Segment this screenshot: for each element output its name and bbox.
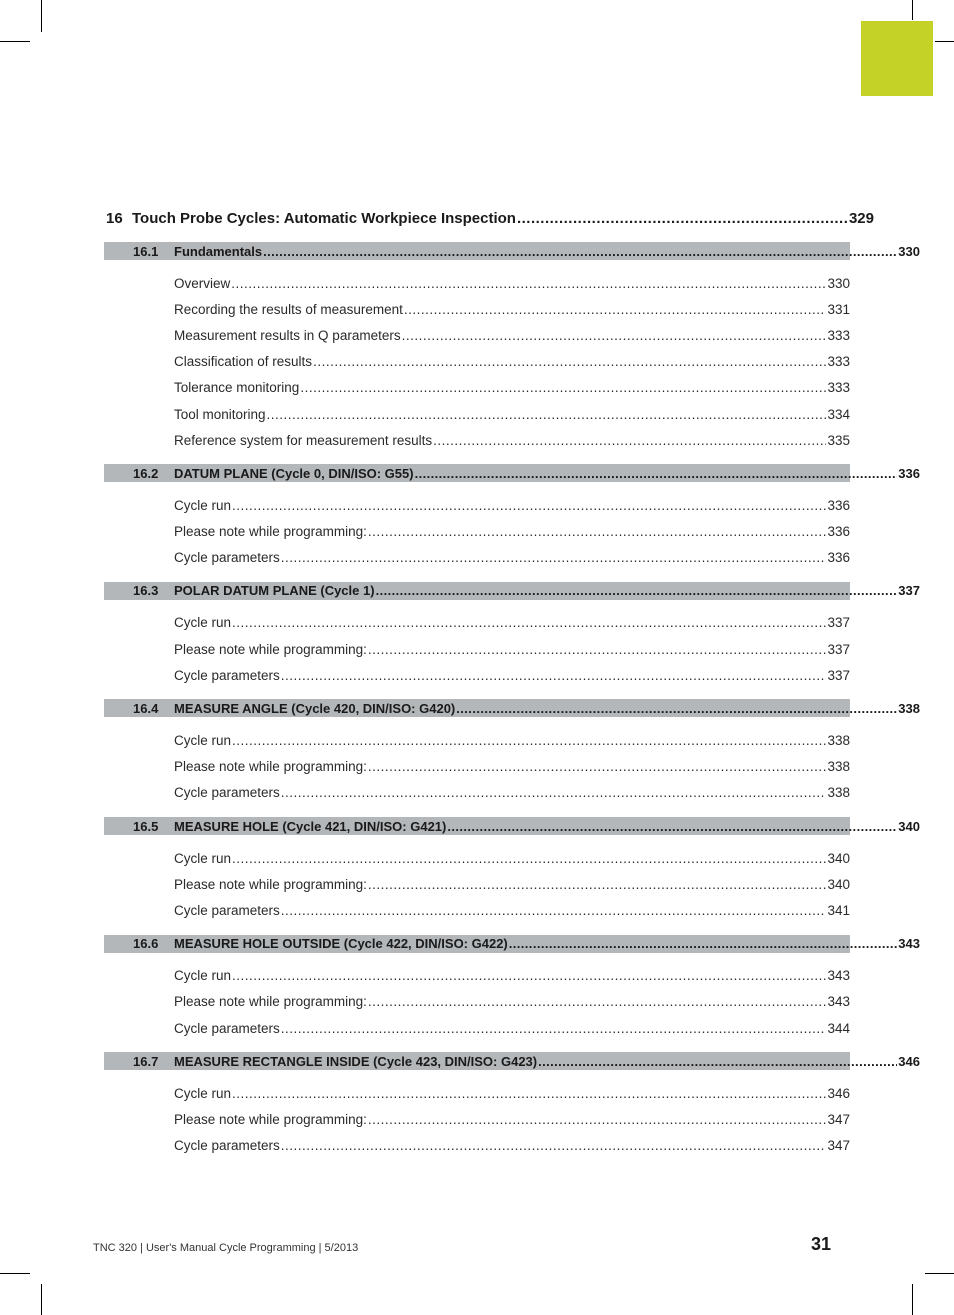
entry-page: 333 (827, 354, 850, 370)
section-page: 346 (898, 1053, 920, 1069)
dot-leader (517, 210, 848, 227)
toc-entry[interactable] (104, 322, 850, 348)
toc-entry[interactable] (104, 727, 850, 753)
entry-title: Measurement results in Q parameters (174, 327, 401, 343)
table-of-contents (104, 206, 920, 1159)
dot-leader (300, 380, 826, 395)
dot-leader (368, 759, 827, 774)
section-number-text: 16.4 (133, 700, 159, 716)
chapter-heading[interactable] (104, 206, 874, 231)
dot-leader (456, 701, 897, 716)
entry-page: 336 (827, 550, 850, 566)
crop-mark (935, 41, 954, 42)
entry-title: Cycle parameters (174, 785, 280, 801)
entry-page: 335 (827, 432, 850, 448)
entry-page: 337 (827, 615, 850, 631)
dot-leader (232, 733, 826, 748)
chapter-number: 16 (106, 210, 123, 227)
entry-title: Cycle parameters (174, 1138, 280, 1154)
section-heading[interactable] (104, 464, 920, 482)
section-heading[interactable] (104, 817, 920, 835)
entry-page: 337 (827, 641, 850, 657)
dot-leader (232, 498, 826, 513)
entry-title: Cycle run (174, 615, 232, 631)
toc-entry[interactable] (104, 1080, 850, 1106)
section-title: MEASURE RECTANGLE INSIDE (Cycle 423, DIN/ISO: G423) (174, 1053, 538, 1069)
entry-page: 338 (827, 785, 850, 801)
section-title: POLAR DATUM PLANE (Cycle 1) (174, 583, 375, 599)
entry-page: 333 (827, 327, 850, 343)
toc-entry[interactable] (104, 492, 850, 518)
entry-page: 338 (827, 733, 850, 749)
toc-entry[interactable] (104, 780, 850, 806)
entry-page: 337 (827, 667, 850, 683)
toc-entry[interactable] (104, 375, 850, 401)
footer-text: TNC 320 | User's Manual Cycle Programming | 5/2013 (93, 1242, 359, 1254)
dot-leader (267, 407, 827, 422)
section-number (104, 1054, 174, 1069)
crop-mark (912, 1284, 913, 1315)
entry-page: 338 (827, 759, 850, 775)
section-heading[interactable] (104, 935, 920, 953)
dot-leader (232, 615, 826, 630)
section-title: Fundamentals (174, 243, 263, 259)
entry-title: Cycle run (174, 497, 232, 513)
toc-entry[interactable] (104, 1106, 850, 1132)
section-title: MEASURE ANGLE (Cycle 420, DIN/ISO: G420) (174, 700, 456, 716)
toc-entry[interactable] (104, 845, 850, 871)
section-number-text: 16.7 (133, 1053, 159, 1069)
section-number (104, 936, 174, 951)
toc-entry[interactable] (104, 897, 850, 923)
dot-leader (368, 1112, 827, 1127)
entry-page: 341 (827, 902, 850, 918)
toc-entry[interactable] (104, 519, 850, 545)
dot-leader (281, 1021, 827, 1036)
entry-title: Tolerance monitoring (174, 380, 300, 396)
section-list (104, 242, 920, 1159)
entry-page: 343 (827, 968, 850, 984)
dot-leader (232, 1086, 826, 1101)
section-page: 337 (898, 583, 920, 599)
entry-page: 331 (827, 301, 850, 317)
section-number-text: 16.1 (133, 243, 159, 259)
crop-mark (41, 1284, 42, 1315)
entry-title: Classification of results (174, 354, 313, 370)
entry-page: 336 (827, 497, 850, 513)
toc-entry[interactable] (104, 349, 850, 375)
entry-title: Reference system for measurement results (174, 432, 433, 448)
dot-leader (368, 524, 827, 539)
crop-mark (0, 1273, 30, 1274)
section-heading[interactable] (104, 242, 920, 260)
dot-leader (281, 785, 827, 800)
entry-page: 334 (827, 406, 850, 422)
entry-page: 333 (827, 380, 850, 396)
crop-mark (41, 0, 42, 32)
entry-page: 346 (827, 1085, 850, 1101)
dot-leader (281, 550, 827, 565)
dot-leader (232, 851, 826, 866)
section-number-text: 16.3 (133, 583, 159, 599)
dot-leader (433, 433, 826, 448)
section-number-text: 16.5 (133, 818, 159, 834)
toc-entry[interactable] (104, 636, 850, 662)
entry-title: Cycle run (174, 1085, 232, 1101)
section-page: 340 (898, 818, 920, 834)
entry-title: Cycle parameters (174, 667, 280, 683)
toc-entry[interactable] (104, 1133, 850, 1159)
entry-list (104, 270, 850, 453)
entry-page: 336 (827, 524, 850, 540)
dot-leader (368, 994, 827, 1009)
entry-title: Cycle run (174, 850, 232, 866)
entry-title: Please note while programming: (174, 641, 367, 657)
entry-title: Cycle run (174, 733, 232, 749)
dot-leader (281, 903, 827, 918)
entry-list (104, 727, 850, 806)
section-number-text: 16.6 (133, 936, 159, 952)
section-title: MEASURE HOLE (Cycle 421, DIN/ISO: G421) (174, 818, 447, 834)
dot-leader (263, 244, 897, 259)
entry-list (104, 1080, 850, 1159)
entry-list (104, 492, 850, 571)
toc-entry[interactable] (104, 296, 850, 322)
entry-title: Cycle run (174, 968, 232, 984)
entry-title: Recording the results of measurement (174, 301, 403, 317)
dot-leader (281, 1138, 827, 1153)
toc-entry[interactable] (104, 871, 850, 897)
crop-mark (0, 41, 30, 42)
dot-leader (368, 642, 827, 657)
toc-entry[interactable] (104, 610, 850, 636)
section-number (104, 819, 174, 834)
chapter-page: 329 (848, 210, 874, 227)
section-number (104, 583, 174, 598)
crop-mark (912, 0, 913, 20)
section-number (104, 701, 174, 716)
entry-title: Please note while programming: (174, 759, 367, 775)
dot-leader (447, 819, 897, 834)
section-page: 338 (898, 700, 920, 716)
entry-title: Please note while programming: (174, 876, 367, 892)
entry-page: 344 (827, 1020, 850, 1036)
entry-page: 340 (827, 876, 850, 892)
entry-title: Please note while programming: (174, 994, 367, 1010)
section-number (104, 466, 174, 481)
chapter-color-tab (861, 21, 933, 96)
entry-page: 330 (827, 275, 850, 291)
section-heading[interactable] (104, 1052, 920, 1070)
entry-list (104, 963, 850, 1042)
toc-entry[interactable] (104, 545, 850, 571)
dot-leader (313, 354, 826, 369)
section-title: DATUM PLANE (Cycle 0, DIN/ISO: G55) (174, 465, 414, 481)
dot-leader (509, 936, 898, 951)
dot-leader (376, 583, 898, 598)
crop-mark (925, 1273, 954, 1274)
section-page: 330 (898, 243, 920, 259)
entry-title: Tool monitoring (174, 406, 266, 422)
entry-page: 347 (827, 1111, 850, 1127)
section-page: 343 (898, 936, 920, 952)
entry-list (104, 610, 850, 689)
section-number (104, 244, 174, 259)
chapter-title: Touch Probe Cycles: Automatic Workpiece Inspection (132, 210, 516, 227)
entry-title: Please note while programming: (174, 1111, 367, 1127)
toc-entry[interactable] (104, 401, 850, 427)
toc-entry[interactable] (104, 427, 850, 453)
entry-title: Cycle parameters (174, 550, 280, 566)
entry-title: Overview (174, 275, 231, 291)
toc-entry[interactable] (104, 754, 850, 780)
dot-leader (415, 466, 898, 481)
dot-leader (232, 968, 826, 983)
dot-leader (368, 877, 827, 892)
entry-list (104, 845, 850, 924)
section-heading[interactable] (104, 582, 920, 600)
entry-title: Please note while programming: (174, 524, 367, 540)
toc-entry[interactable] (104, 662, 850, 688)
page-number: 31 (811, 1234, 832, 1254)
toc-entry[interactable] (104, 989, 850, 1015)
section-page: 336 (898, 465, 920, 481)
entry-title: Cycle parameters (174, 902, 280, 918)
toc-entry[interactable] (104, 1015, 850, 1041)
section-title: MEASURE HOLE OUTSIDE (Cycle 422, DIN/ISO: G422) (174, 936, 508, 952)
entry-title: Cycle parameters (174, 1020, 280, 1036)
dot-leader (404, 302, 827, 317)
section-heading[interactable] (104, 699, 920, 717)
section-number-text: 16.2 (133, 465, 159, 481)
toc-entry[interactable] (104, 270, 850, 296)
dot-leader (281, 668, 827, 683)
entry-page: 340 (827, 850, 850, 866)
toc-entry[interactable] (104, 963, 850, 989)
dot-leader (402, 328, 827, 343)
entry-page: 347 (827, 1138, 850, 1154)
dot-leader (231, 276, 826, 291)
entry-page: 343 (827, 994, 850, 1010)
dot-leader (538, 1054, 897, 1069)
